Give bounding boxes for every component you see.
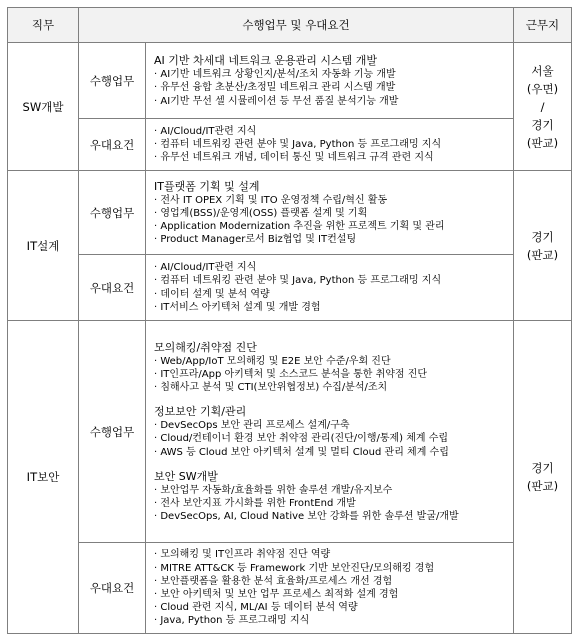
group-title: AI 기반 차세대 네트워크 운용관리 시스템 개발: [154, 54, 378, 68]
location-line: 경기: [531, 229, 554, 244]
location-line: /: [540, 99, 545, 114]
table-row: [8, 119, 572, 171]
list-item: · Application Modernization 추진을 위한 프로젝트 기획 및 관리: [154, 221, 445, 232]
location-line: 서울: [531, 63, 554, 78]
group-title: 정보보안 기획/관리: [154, 405, 247, 419]
list-item: · 컴퓨터 네트워킹 관련 분야 및 Java, Python 등 프로그래밍 지식: [154, 275, 442, 287]
role-cell: SW개발: [8, 43, 79, 171]
list-item: · AI/Cloud/IT관련 지식: [154, 262, 257, 274]
list-item: · AI/Cloud/IT관련 지식: [154, 125, 257, 137]
pref-content: [146, 543, 514, 634]
table-row: [8, 43, 572, 119]
table-row: [8, 543, 572, 634]
list-item: · IT인프라/App 아키텍처 및 소스코드 분석을 통한 취약점 진단: [154, 368, 428, 380]
table-row: [8, 321, 572, 543]
group-title: 보안 SW개발: [154, 469, 218, 483]
list-item: · IT서비스 아키텍처 설계 및 개발 경험: [154, 301, 321, 313]
list-item: · 보안업무 자동화/효율화를 위한 솔루션 개발/유지보수: [154, 484, 393, 496]
table-row: [8, 255, 572, 321]
list-item: · 컴퓨터 네트워킹 관련 분야 및 Java, Python 등 프로그래밍 지식: [154, 138, 442, 150]
list-item: · 침해사고 분석 및 CTI(보안위협정보) 수집/분석/조치: [154, 381, 388, 393]
header-tasks: 수행업무 및 우대요건: [79, 8, 514, 43]
list-item: · 유무선 네트워크 개념, 데이터 통신 및 네트워크 규격 관련 지식: [154, 152, 434, 164]
group-title: 모의해킹/취약점 진단: [154, 340, 257, 354]
list-item: · Java, Python 등 프로그래밍 지식: [154, 615, 310, 627]
location-line: (판교): [526, 247, 559, 262]
list-item: · 보안 아키텍처 및 보안 업무 프로세스 최적화 설계 경험: [154, 589, 399, 600]
list-item: · 보안플랫폼을 활용한 분석 효율화/프로세스 개선 경험: [154, 575, 393, 587]
location-line: (우면): [526, 81, 559, 96]
location-cell: [514, 321, 572, 634]
location-line: 경기: [531, 461, 554, 475]
task-type-label: 수행업무: [79, 43, 146, 119]
pref-type-label: 우대요건: [79, 255, 146, 321]
pref-type-label: 우대요건: [79, 119, 146, 171]
job-table: [7, 7, 572, 634]
pref-content: [146, 119, 514, 171]
location-cell: [514, 43, 572, 171]
list-item: · 유무선 융합 초분산/초정밀 네트워크 관리 시스템 개발: [154, 82, 396, 94]
list-item: · 데이터 설계 및 분석 역량: [154, 288, 270, 300]
list-item: · Cloud/컨테이너 환경 보안 취약점 관리(진단/이행/통제) 체계 수립: [154, 433, 449, 445]
list-item: · Cloud 관련 지식, ML/AI 등 데이터 분석 역량: [154, 602, 358, 614]
list-item: · DevSecOps 보안 관리 프로세스 설계/구축: [154, 420, 350, 432]
list-item: · MITRE ATT&CK 등 Framework 기반 보안진단/모의해킹 경험: [154, 562, 435, 574]
list-item: · AWS 등 Cloud 보안 아키텍처 설계 및 멀티 Cloud 관리 체계 수립: [154, 446, 449, 458]
header-role: 직무: [8, 8, 79, 43]
location-cell: [514, 171, 572, 321]
list-item: · DevSecOps, AI, Cloud Native 보안 강화를 위한 솔루션 발굴/개발: [154, 511, 459, 523]
location-line: 경기: [531, 117, 554, 132]
header-location: 근무지: [514, 8, 572, 43]
task-type-label: 수행업무: [79, 321, 146, 543]
location-line: (판교): [526, 479, 559, 493]
pref-content: [146, 255, 514, 321]
list-item: · 모의해킹 및 IT인프라 취약점 진단 역량: [154, 549, 331, 561]
pref-type-label: 우대요건: [79, 543, 146, 634]
table-row: [8, 171, 572, 255]
group-title: IT플랫폼 기획 및 설계: [154, 179, 260, 193]
list-item: · Product Manager로서 Biz협업 및 IT컨설팅: [154, 234, 357, 246]
location-line: (판교): [526, 135, 559, 150]
list-item: · 전사 IT OPEX 기획 및 ITO 운영정책 수립/혁신 활동: [154, 194, 388, 206]
task-content: [146, 321, 514, 543]
role-cell: IT설계: [8, 171, 79, 321]
list-item: · AI기반 네트워크 상황인지/분석/조치 자동화 기능 개발: [154, 69, 396, 81]
list-item: · Web/App/IoT 모의해킹 및 E2E 보안 수준/우회 진단: [154, 355, 391, 367]
task-content: [146, 43, 514, 119]
role-cell: IT보안: [8, 321, 79, 634]
list-item: · AI기반 무선 셀 시뮬레이션 등 무선 품질 분석기능 개발: [154, 95, 399, 107]
task-content: [146, 171, 514, 255]
list-item: · 전사 보안지표 가시화를 위한 FrontEnd 개발: [154, 498, 356, 509]
list-item: · 영업계(BSS)/운영계(OSS) 플랫폼 설계 및 기획: [154, 207, 368, 219]
task-type-label: 수행업무: [79, 171, 146, 255]
header-row: [8, 8, 572, 43]
